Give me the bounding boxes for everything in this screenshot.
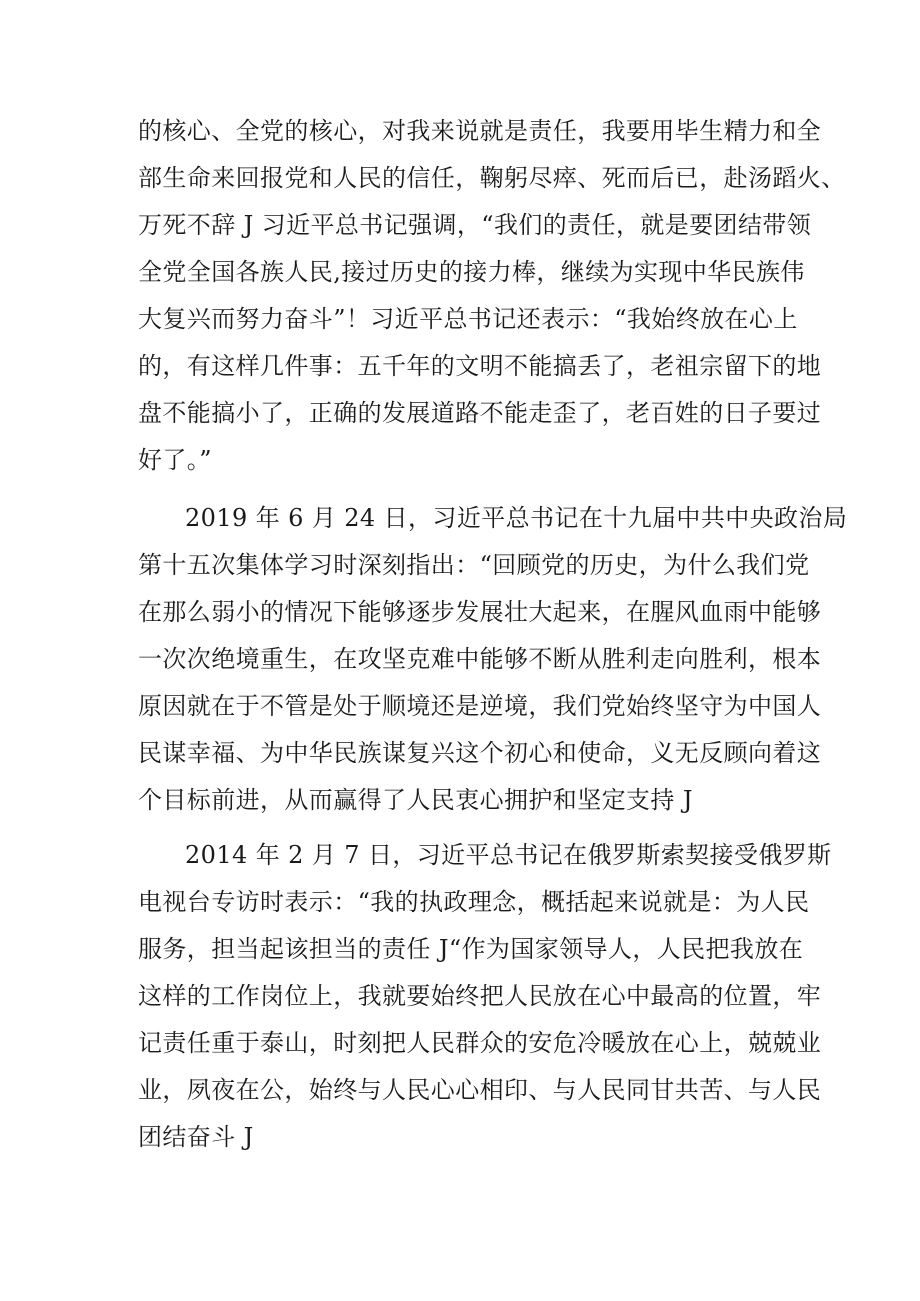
text-line: 全党全国各族人民,接过历史的接力棒，继续为实现中华民族伟	[138, 258, 805, 286]
text-line: 业，夙夜在公，始终与人民心心相印、与人民同甘共苦、与人民	[138, 1076, 822, 1104]
text-line: 2019 年 6 月 24 日，习近平总书记在十九届中共中央政治局	[185, 504, 848, 532]
text-line: 记责任重于泰山，时刻把人民群众的安危冷暖放在心上，兢兢业	[138, 1029, 822, 1057]
text-line: 原因就在于不管是处于顺境还是逆境，我们党始终坚守为中国人	[138, 692, 822, 720]
text-line: 个目标前进，从而赢得了人民衷心拥护和坚定支持 J	[138, 786, 693, 814]
text-line: 在那么弱小的情况下能够逐步发展壮大起来，在腥风血雨中能够	[138, 598, 822, 626]
text-line: 部生命来回报党和人民的信任，鞠躬尽瘁、死而后已，赴汤蹈火、	[138, 164, 846, 192]
text-line: 电视台专访时表示：“我的执政理念，概括起来说就是：为人民	[138, 888, 810, 916]
text-line: 这样的工作岗位上，我就要始终把人民放在心中最高的位置，牢	[138, 982, 822, 1010]
text-line: 万死不辞 J 习近平总书记强调，“我们的责任，就是要团结带领	[138, 211, 812, 239]
text-line: 2014 年 2 月 7 日，习近平总书记在俄罗斯索契接受俄罗斯	[185, 841, 832, 869]
text-line: 民谋幸福、为中华民族谋复兴这个初心和使命，义无反顾向着这	[138, 739, 822, 767]
text-line: 大复兴而努力奋斗”！习近平总书记还表示：“我始终放在心上	[138, 305, 798, 333]
text-line: 的核心、全党的核心，对我来说就是责任，我要用毕生精力和全	[138, 117, 822, 145]
text-line: 好了。”	[138, 446, 212, 474]
text-line: 一次次绝境重生，在攻坚克难中能够不断从胜利走向胜利，根本	[138, 645, 822, 673]
text-line: 团结奋斗 J	[138, 1123, 254, 1151]
text-line: 服务，担当起该担当的责任 J“作为国家领导人，人民把我放在	[138, 935, 804, 963]
text-line: 的，有这样几件事：五千年的文明不能搞丢了，老祖宗留下的地	[138, 352, 822, 380]
text-line: 第十五次集体学习时深刻指出：“回顾党的历史，为什么我们党	[138, 551, 810, 579]
text-line: 盘不能搞小了，正确的发展道路不能走歪了，老百姓的日子要过	[138, 399, 822, 427]
